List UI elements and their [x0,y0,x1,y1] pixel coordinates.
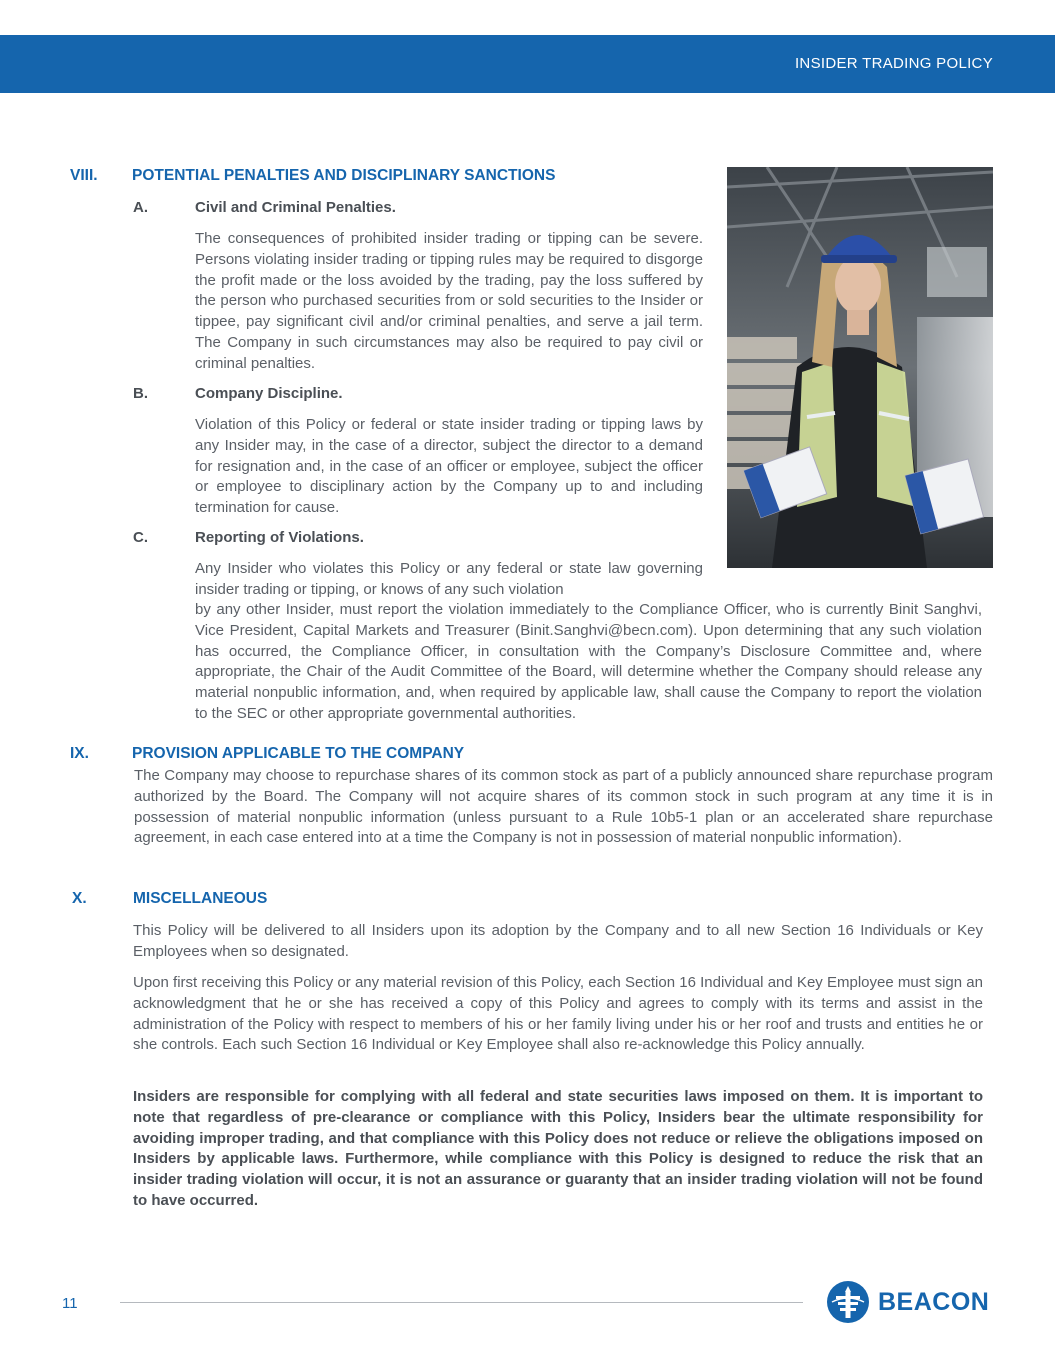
subsection-letter-b: B. [133,385,148,402]
section-number-viii: VIII. [70,167,98,184]
subsection-title-c: Reporting of Violations. [195,529,364,546]
footer-divider [120,1302,803,1303]
header-title: INSIDER TRADING POLICY [794,55,993,72]
discipline-paragraph: Violation of this Policy or federal or state insider trading or tipping laws by any Insider may, in the case of a director, subject the director to a demand for resignation and, in the case of an officer or employee, subject the officer or employee to disciplinary action by the Company up to and including termination for cause. [195,416,703,517]
beacon-logo-text: BEACON [878,1288,990,1316]
section-title-x: MISCELLANEOUS [133,890,268,907]
header-bar [0,35,1055,93]
subsection-letter-a: A. [133,199,148,216]
acknowledgment-paragraph: Upon first receiving this Policy or any material revision of this Policy, each Section 16 Individual and Key Employee must sign an acknowledgment that he or she has received a copy of this Policy and agrees to comply with its terms and assist in the administration of the Policy with respect to members of his or her family living under his or her roof and trusts and entities he or she controls. Each such Section 16 Individual or Key Employee shall also re-acknowledge this Policy annually. [133,974,983,1054]
subsection-title-a: Civil and Criminal Penalties. [195,199,396,216]
reporting-paragraph-start: Any Insider who violates this Policy or any federal or state law governing insider trading or tipping, or knows of any such violation [195,560,703,598]
section-number-x: X. [72,890,87,907]
beacon-logo-icon [826,1280,870,1324]
penalties-paragraph: The consequences of prohibited insider trading or tipping can be severe. Persons violating insider trading or tipping rules may be required to disgorge the profit made or the loss avoided by the trading, pay the loss suffered by the person who purchased securities from or sold securities to the Insider or tippee, pay significant civil and/or criminal penalties, and serve a jail term. The Company in such circumstances may also be required to pay civil or criminal penalties. [195,230,703,372]
responsibility-paragraph: Insiders are responsible for complying with all federal and state securities laws imposed on them. It is important to note that regardless of pre-clearance or compliance with this Policy, Insiders bear the ultimate responsibility for avoiding improper trading, and that compliance with this Policy does not reduce or relieve the obligations imposed on Insiders by applicable laws. Furthermore, while compliance with this Policy is designed to reduce the risk that an insider trading violation will occur, it is not an assurance or guaranty that an insider trading violation will not be found to have occurred. [133,1088,983,1209]
section-number-ix: IX. [70,745,89,762]
subsection-title-b: Company Discipline. [195,385,343,402]
repurchase-paragraph: The Company may choose to repurchase shares of its common stock as part of a publicly announced share repurchase program authorized by the Board. The Company will not acquire shares of its common stock in such program at any time it is in possession of material nonpublic information (unless pursuant to a Rule 10b5-1 plan or an accelerated share repurchase agreement, in each case entered into at a time the Company is not in possession of material nonpublic information). [134,767,993,847]
subsection-letter-c: C. [133,529,148,546]
reporting-paragraph-rest: by any other Insider, must report the violation immediately to the Compliance Officer, who is currently Binit Sanghvi, Vice President, Capital Markets and Treasurer (Binit.Sanghvi@becn.com). Upon determining that any such violation has occurred, the Compliance Officer, in consultation with the Company’s Disclosure Committee and, where appropriate, the Chair of the Audit Committee of the Board, will determine whether the Company should release any material nonpublic information, and, when required by applicable law, shall cause the Company to report the violation to the SEC or other appropriate governmental authorities. [195,601,982,722]
section-title-viii: POTENTIAL PENALTIES AND DISCIPLINARY SANCTIONS [132,167,556,184]
worker-photo [727,167,993,568]
delivery-paragraph: This Policy will be delivered to all Insiders upon its adoption by the Company and to all new Section 16 Individuals or Key Employees when so designated. [133,922,983,960]
page-number: 11 [62,1295,78,1312]
section-title-ix: PROVISION APPLICABLE TO THE COMPANY [132,745,465,762]
